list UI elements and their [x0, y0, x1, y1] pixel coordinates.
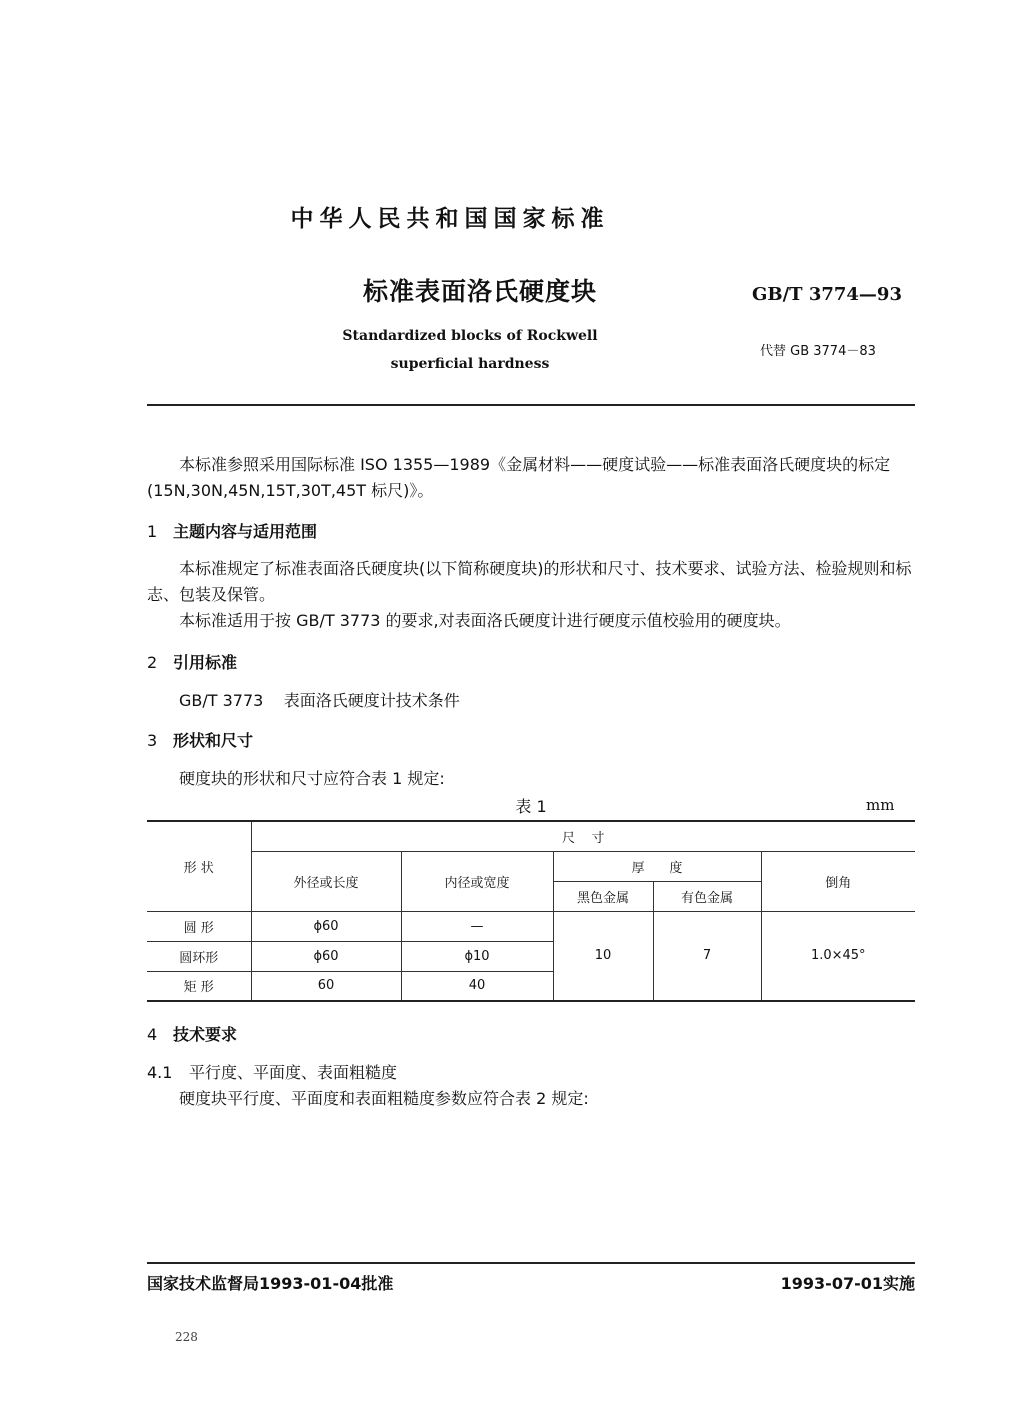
section-title: 平行度、平面度、表面粗糙度 [189, 1063, 398, 1082]
header-dimensions: 尺 寸 [251, 821, 915, 851]
english-title-line2: superficial hardness [390, 356, 550, 372]
table-1-caption: 表 1 [515, 797, 547, 816]
section-4-1-heading [147, 1060, 397, 1083]
header-shape: 形 状 [147, 821, 251, 911]
section-1-paragraph-1: 本标准规定了标准表面洛氏硬度块(以下简称硬度块)的形状和尺寸、技术要求、试验方法、检验规则和标志、包装及保管。 [147, 559, 912, 604]
english-title [260, 322, 680, 378]
table-header-row [147, 851, 915, 881]
cell-shape: 圆 形 [147, 911, 251, 941]
intro-paragraph: 本标准参照采用国际标准 ISO 1355—1989《金属材料——硬度试验——标准表面洛氏硬度块的标定(15N,30N,45N,15T,30T,45T 标尺)》。 [147, 455, 891, 500]
footer-divider [147, 1262, 915, 1264]
document-title: 标准表面洛氏硬度块 [362, 277, 597, 306]
section-4-heading [147, 1022, 237, 1045]
section-3-heading [147, 728, 253, 751]
section-number: 3 [147, 731, 158, 750]
section-number: 2 [147, 653, 158, 672]
header-outer: 外径或长度 [251, 851, 401, 911]
english-title-line1: Standardized blocks of Rockwell [342, 328, 598, 344]
section-title: 主题内容与适用范围 [173, 522, 318, 541]
table-1-unit: mm [866, 796, 895, 814]
cell-outer: ϕ60 [251, 941, 401, 971]
table-header-row [147, 821, 915, 851]
section-number: 4.1 [147, 1063, 173, 1082]
header-nonferrous: 有色金属 [653, 881, 761, 911]
section-title: 技术要求 [173, 1025, 238, 1044]
standard-title: 中华人民共和国国家标准 [290, 206, 610, 232]
header-divider [147, 404, 915, 406]
header-inner: 内径或宽度 [401, 851, 553, 911]
cell-outer: ϕ60 [251, 911, 401, 941]
table-row [147, 911, 915, 941]
referenced-standard: GB/T 3773 表面洛氏硬度计技术条件 [179, 691, 460, 710]
cell-shape: 矩 形 [147, 971, 251, 1001]
page-number: 228 [175, 1330, 198, 1344]
cell-thickness-ferrous: 10 [553, 911, 653, 1001]
section-number: 4 [147, 1025, 158, 1044]
section-title: 形状和尺寸 [173, 731, 254, 750]
cell-inner: 40 [401, 971, 553, 1001]
section-3-paragraph: 硬度块的形状和尺寸应符合表 1 规定: [179, 769, 445, 788]
section-1-heading [147, 519, 317, 542]
section-number: 1 [147, 522, 158, 541]
standard-number: GB/T 3774—93 [752, 284, 902, 305]
header-chamfer: 倒角 [761, 851, 915, 911]
section-title: 引用标准 [173, 653, 238, 672]
cell-thickness-nonferrous: 7 [653, 911, 761, 1001]
header-ferrous: 黑色金属 [553, 881, 653, 911]
cell-inner: ϕ10 [401, 941, 553, 971]
table-1 [147, 820, 915, 1002]
cell-outer: 60 [251, 971, 401, 1001]
cell-shape: 圆环形 [147, 941, 251, 971]
effective-date: 1993-07-01实施 [780, 1274, 915, 1293]
approval-note: 国家技术监督局1993-01-04批准 [147, 1274, 394, 1293]
section-2-heading [147, 650, 237, 673]
cell-inner: — [401, 911, 553, 941]
section-4-1-paragraph: 硬度块平行度、平面度和表面粗糙度参数应符合表 2 规定: [179, 1089, 589, 1108]
header-thickness: 厚 度 [553, 851, 761, 881]
cell-chamfer: 1.0×45° [761, 911, 915, 1001]
replaces-note: 代替 GB 3774－83 [760, 344, 876, 359]
section-1-paragraph-2: 本标准适用于按 GB/T 3773 的要求,对表面洛氏硬度计进行硬度示值校验用的硬度块。 [179, 611, 791, 630]
